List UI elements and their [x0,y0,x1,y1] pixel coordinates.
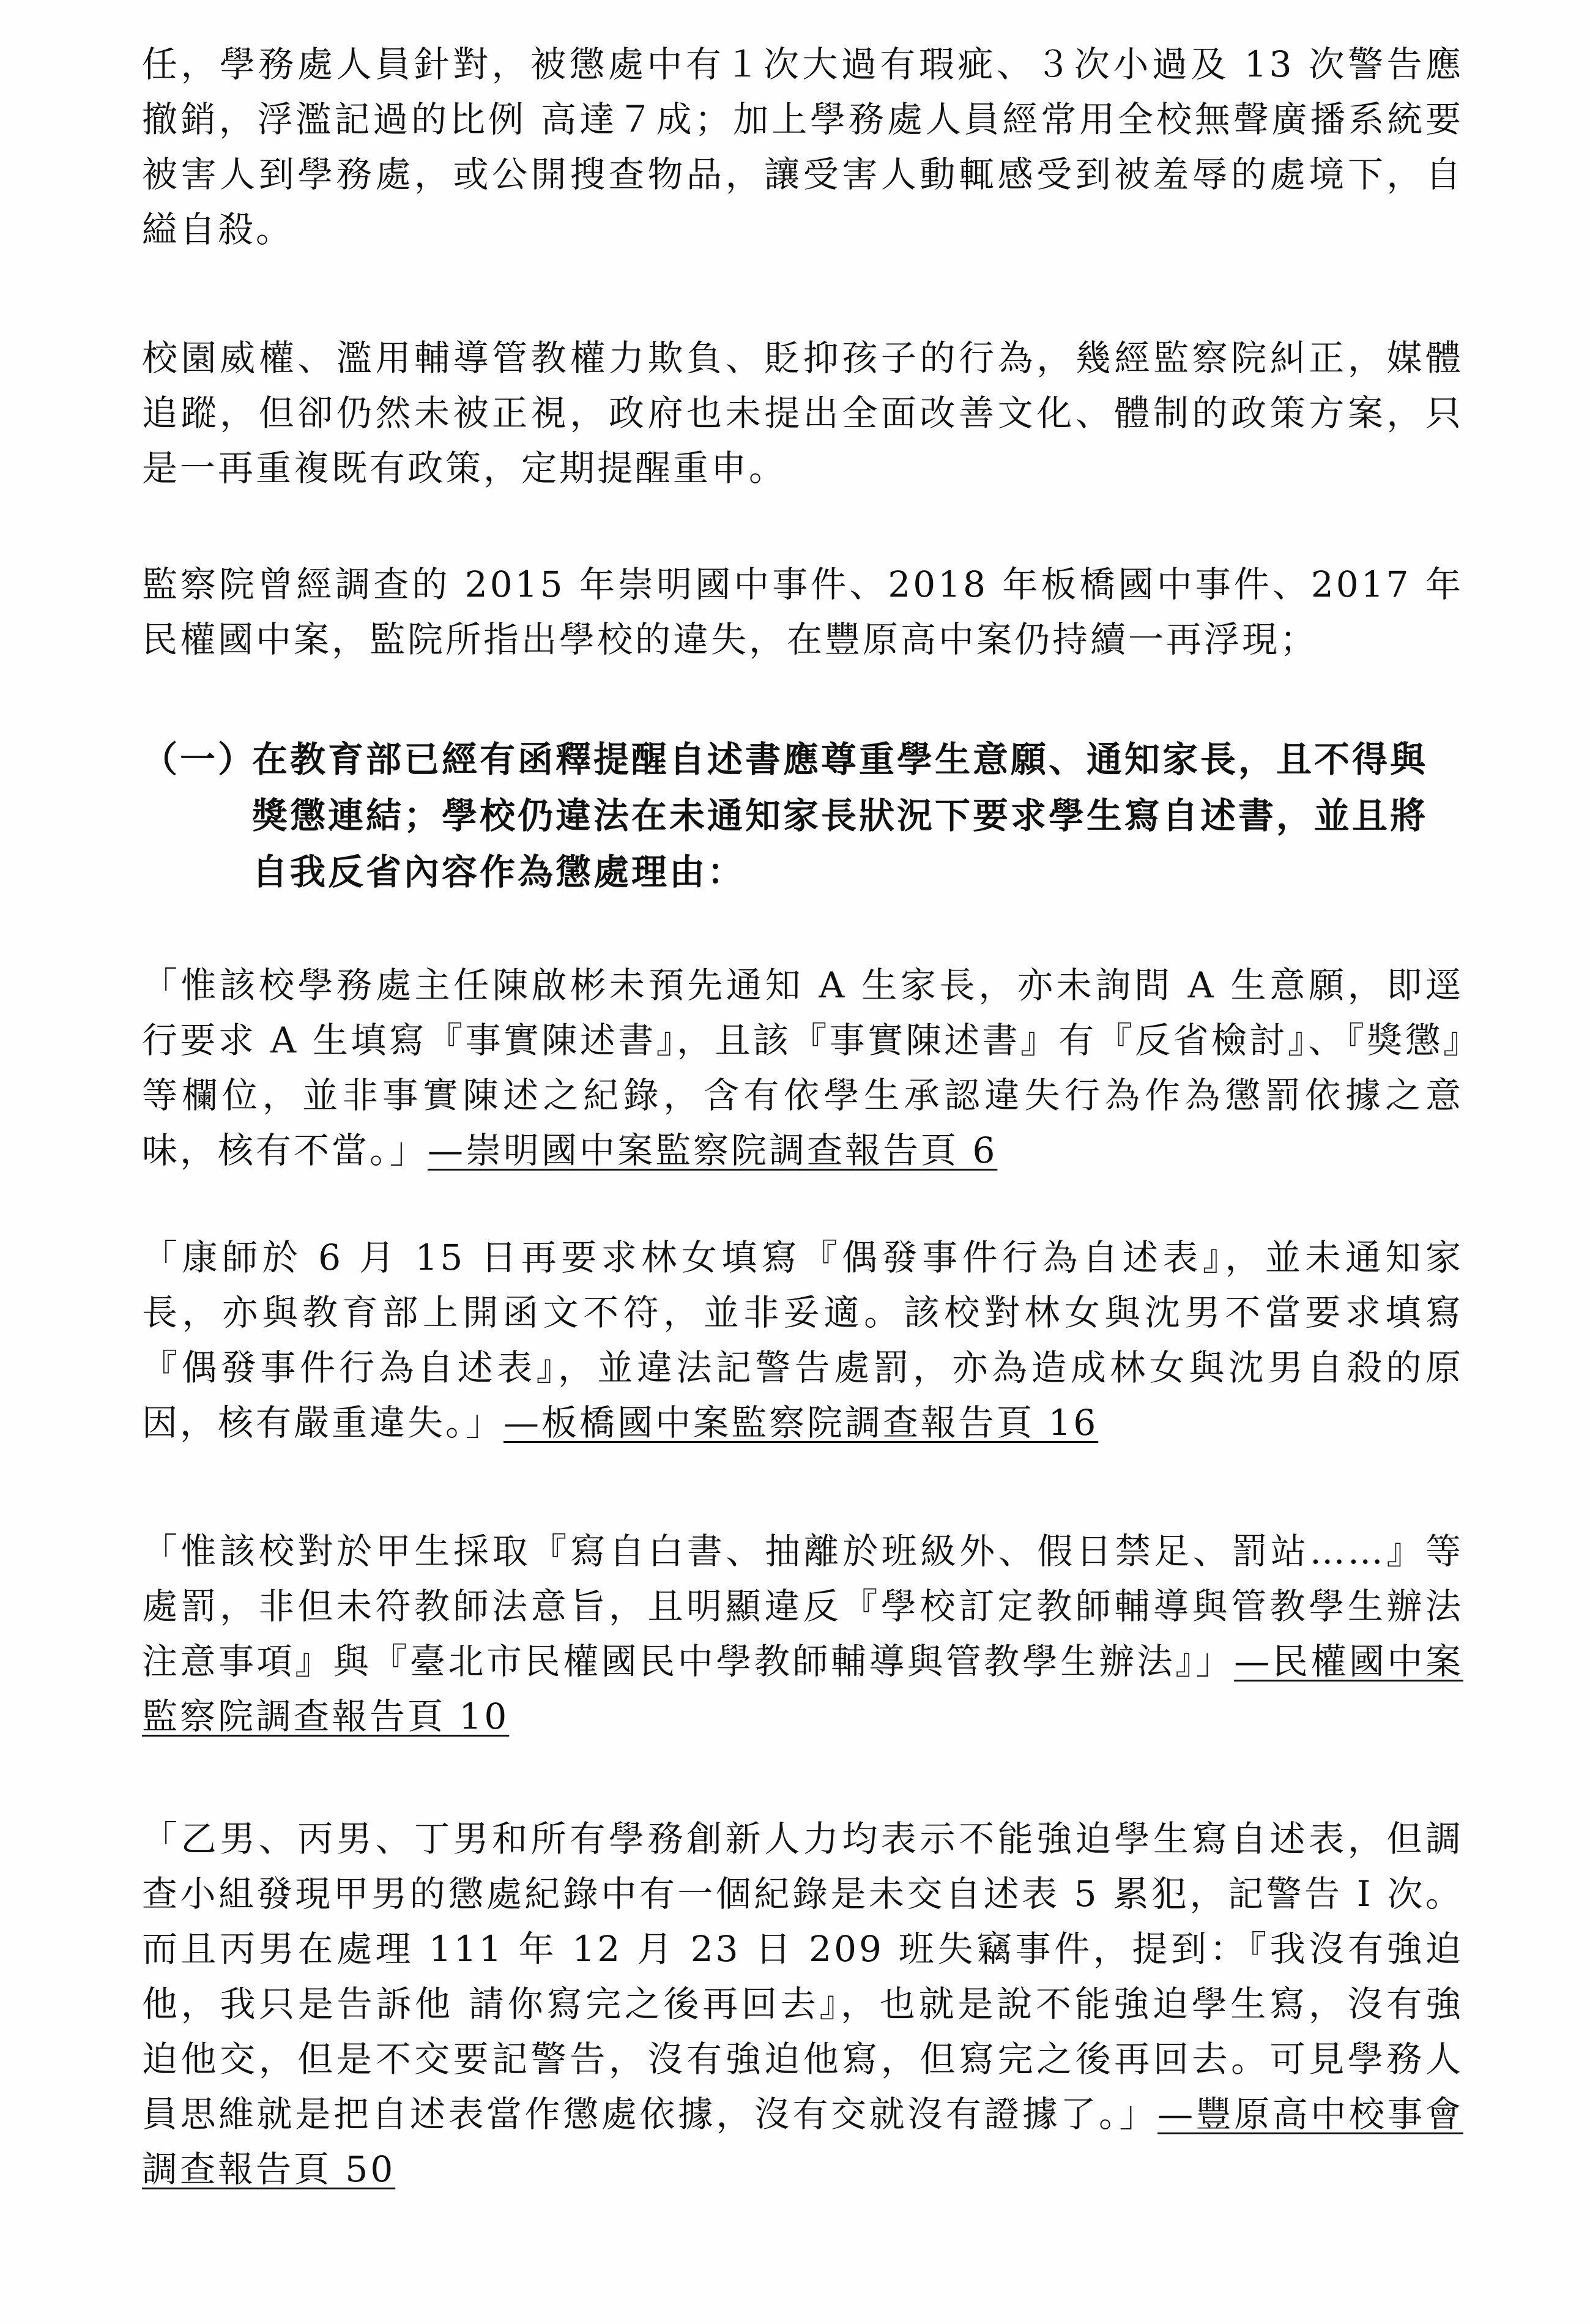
quote-source: —崇明國中案監察院調查報告頁 6 [428,1130,998,1171]
paragraph-punishment-stats: 任，學務處人員針對，被懲處中有１次大過有瑕疵、３次小過及 13 次警告應撤銷，浮濫記過的比例 高達７成；加上學務處人員經常用全校無聲廣播系統要被害人到學務處，或公開搜查物品，讓受害人動輒感受到被羞辱的處境下，自縊自殺。 [142,43,1463,250]
section-heading [142,731,1463,900]
quote-source: —民權國中案監察院調查報告頁 10 [142,1641,1463,1737]
quote-block [142,1524,1463,1744]
quote-text: 「惟該校學務處主任陳啟彬未預先通知 A 生家長，亦未詢問 A 生意願，即逕行要求 A 生填寫『事實陳述書』，且該『事實陳述書』有『反省檢討』、『獎懲』等欄位，並非事實陳述之紀錄，含有依學生承認違失行為作為懲罰依據之意味，核有不當。」 [142,964,1463,1171]
quote-block [142,1811,1463,2197]
quote-source: —板橋國中案監察院調查報告頁 16 [503,1402,1099,1443]
quote-source: —豐原高中校事會調查報告頁 50 [142,2093,1463,2190]
quote-text: 「康師於 6 月 15 日再要求林女填寫『偶發事件行為自述表』，並未通知家長，亦與教育部上開函文不符，並非妥適。該校對林女與沈男不當要求填寫『偶發事件行為自述表』，並違法記警告處罰，亦為造成林女與沈男自殺的原因，核有嚴重違失。」 [142,1237,1463,1443]
quote-text: 「惟該校對於甲生採取『寫自白書、抽離於班級外、假日禁足、罰站……』等處罰，非但未符教師法意旨，且明顯違反『學校訂定教師輔導與管教學生辦法注意事項』與『臺北市民權國民中學教師輔導與管教學生辦法』」 [142,1530,1463,1682]
section-title: 在教育部已經有函釋提醒自述書應尊重學生意願、通知家長，且不得與獎懲連結；學校仍違法在未通知家長狀況下要求學生寫自述書，並且將自我反省內容作為懲處理由： [252,739,1428,893]
section-number: （一） [142,739,256,780]
quote-text: 「乙男、丙男、丁男和所有學務創新人力均表示不能強迫學生寫自述表，但調查小組發現甲男的懲處紀錄中有一個紀錄是未交自述表 5 累犯，記警告 I 次。而且丙男在處理 111 年 12 月 23 日 209 班失竊事件，提到：『我沒有強迫他，我只是告訴他 請你寫完之後再回去』，也就是說不能強迫學生寫，沒有強迫他交，但是不交要記警告，沒有強迫他寫，但寫完之後再回去。可見學務人員思維就是把自述表當作懲處依據，沒有交就沒有證據了。」 [142,1818,1463,2135]
paragraph-campus-authority: 校園威權、濫用輔導管教權力欺負、貶抑孩子的行為，幾經監察院糾正，媒體追蹤，但卻仍然未被正視，政府也未提出全面改善文化、體制的政策方案，只是一再重複既有政策，定期提醒重申。 [142,337,1463,489]
quote-block [142,958,1463,1178]
quote-block [142,1230,1463,1450]
paragraph-control-yuan-cases: 監察院曾經調查的 2015 年崇明國中事件、2018 年板橋國中事件、2017 年民權國中案，監院所指出學校的違失，在豐原高中案仍持續一再浮現； [142,564,1463,660]
